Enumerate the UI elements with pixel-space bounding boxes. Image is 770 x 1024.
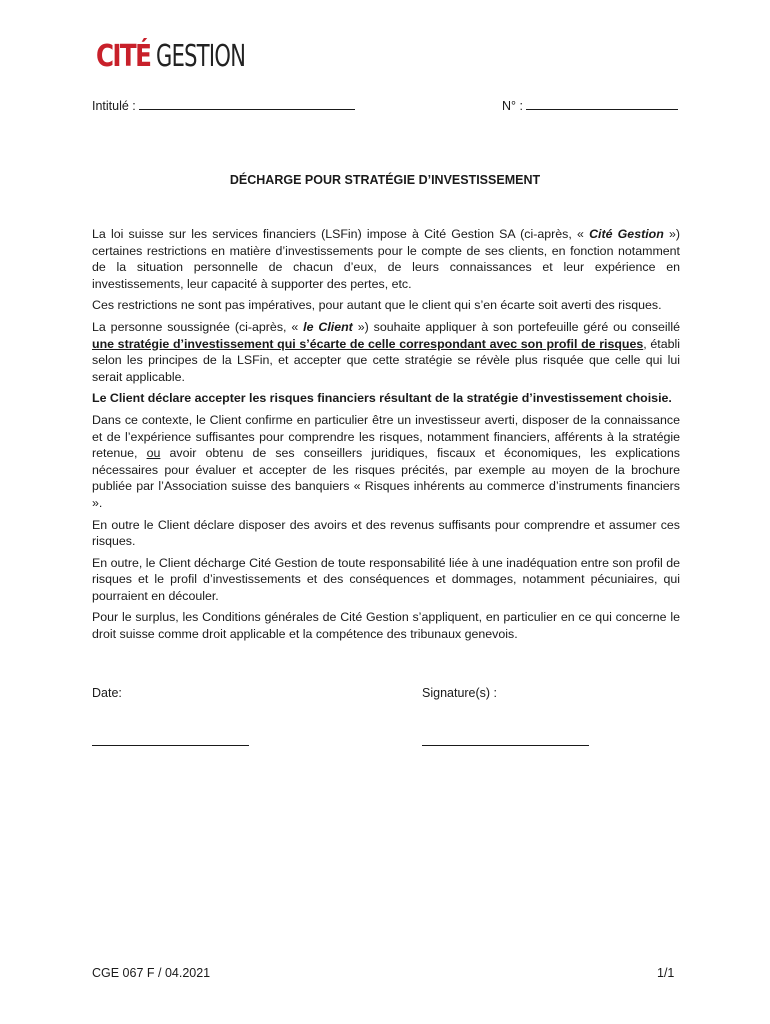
p3-strategy-emphasis: une stratégie d’investissement qui s’écarte de celle correspondant avec son profil de risques	[92, 336, 644, 351]
intitule-label: Intitulé :	[92, 99, 136, 113]
footer-page-number: 1/1	[657, 966, 675, 980]
paragraph-avoirs: En outre le Client déclare disposer des avoirs et des revenus suffisants pour comprendre et assumer ces risques.	[92, 517, 680, 549]
p3-text-e: , établi selon les principes de la LSFin, et accepter que cette stratégie se révèle plus risquée que celle qui lui serait applicable.	[92, 336, 680, 384]
document-title: DÉCHARGE POUR STRATÉGIE D’INVESTISSEMENT	[229, 173, 541, 187]
paragraph-conditions: Pour le surplus, les Conditions générales de Cité Gestion s’appliquent, en particulier en ce qui concerne le droit suisse comme droit applicable et la compétence des tribunaux genevois.	[92, 610, 680, 642]
logo-brand: CITÉ	[96, 39, 151, 74]
logo-word: GESTION	[156, 39, 246, 74]
paragraph-acceptance: Le Client déclare accepter les risques financiers résultant de la stratégie d’investissement choisie.	[92, 391, 672, 406]
p3-text-a: La personne soussignée (ci-après, «	[92, 319, 304, 334]
paragraph-soussignee	[92, 319, 680, 385]
paragraph-contexte	[92, 412, 680, 512]
cite-gestion-logo	[96, 40, 283, 74]
p5-text-a: Dans ce contexte, le Client confirme en particulier être un investisseur averti, disposer de la connaissance et de l’expérience suffisantes pour comprendre les risques, notamment financiers, afférents à la stratégie retenue,	[92, 412, 680, 461]
p1-cite-gestion-term: Cité Gestion	[589, 227, 664, 241]
numero-blank-line	[526, 98, 678, 110]
p1-text-a: La loi suisse sur les services financiers (LSFin) impose à Cité Gestion SA (ci-après, «	[92, 227, 590, 241]
p3-client-term: le Client	[303, 319, 353, 334]
signature-label: Signature(s) :	[422, 686, 498, 700]
p5-text-c: avoir obtenu de ses conseillers juridiques, fiscaux et économiques, les explications nécessaires pour évaluer et accepter de les risques précités, par exemple au moyen de la brochure publiée par l’Association suisse des banquiers « Risques inhérents au commerce d’instruments financiers ».	[92, 446, 680, 510]
signature-blank-line	[422, 745, 589, 746]
footer-reference: CGE 067 F / 04.2021	[92, 966, 211, 980]
date-blank-line	[92, 745, 249, 746]
intitule-field	[92, 98, 355, 113]
p1-text-c: ») certaines restrictions en matière d’investissements pour le compte de ses clients, en fonction notamment de la situation personnelle de chacun d’eux, de leurs connaissances et leur expérience en investissements, leur capacité à supporter des pertes, etc.	[92, 227, 680, 291]
intitule-blank-line	[139, 98, 355, 110]
paragraph-lsfin	[92, 226, 680, 292]
date-label: Date:	[92, 686, 122, 700]
p5-ou-underlined: ou	[146, 446, 161, 461]
numero-label: N° :	[502, 99, 523, 113]
paragraph-decharge: En outre, le Client décharge Cité Gestion de toute responsabilité liée à une inadéquation entre son profil de risques et le profil d’investissements et des conséquences et dommages, notamment pécuniaires, qui pourraient en découler.	[92, 555, 680, 603]
numero-field	[502, 98, 678, 113]
paragraph-restrictions: Ces restrictions ne sont pas impératives, pour autant que le client qui s’en écarte soit averti des risques.	[92, 298, 662, 313]
p3-text-c: ») souhaite appliquer à son portefeuille géré ou conseillé	[352, 319, 680, 334]
document-body	[92, 226, 680, 648]
